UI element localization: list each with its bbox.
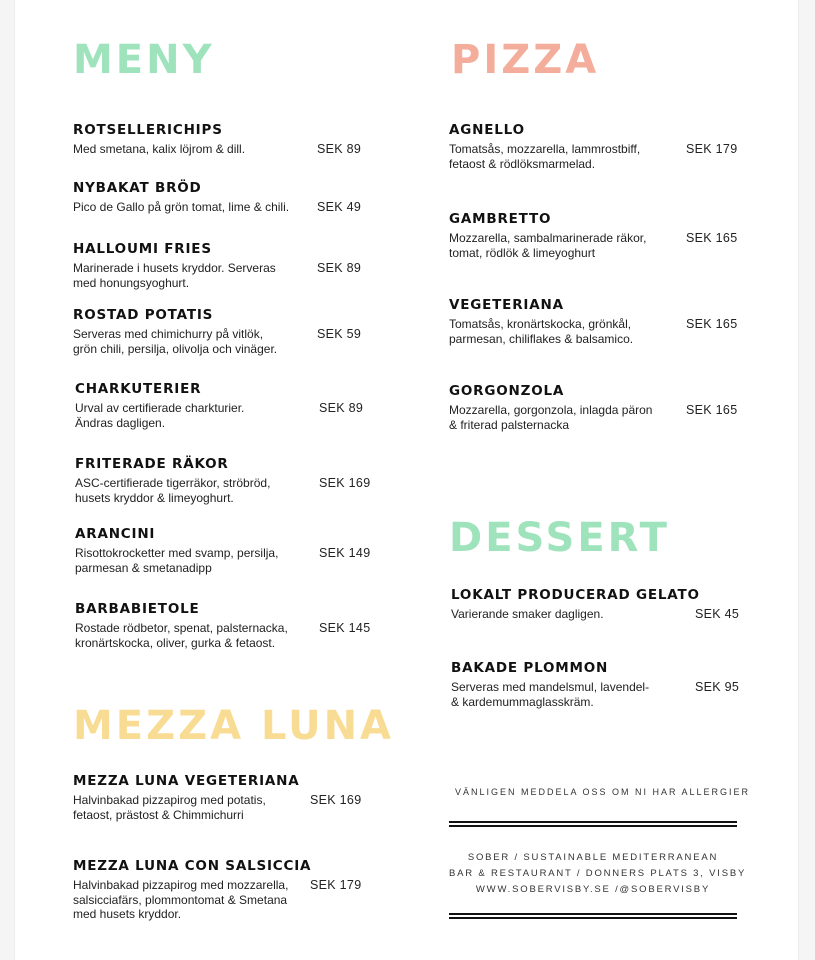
- mezza-menu-item: [73, 858, 373, 922]
- item-description-line: Halvinbakad pizzapirog med potatis,: [73, 793, 266, 807]
- item-price: SEK 89: [317, 261, 362, 275]
- item-price: SEK 149: [319, 546, 371, 560]
- item-name: BAKADE PLOMMON: [451, 660, 609, 676]
- item-name: ROTSELLERICHIPS: [73, 122, 223, 138]
- dessert-menu-item: [451, 660, 751, 709]
- item-name: GORGONZOLA: [449, 383, 565, 399]
- item-description-line: med honungsyoghurt.: [73, 275, 190, 290]
- item-price: SEK 179: [310, 878, 362, 892]
- footer-line-1: SOBER / SUSTAINABLE MEDITERRANEAN: [467, 852, 719, 863]
- footer-line-3: WWW.SOBERVISBY.SE /@SOBERVISBY: [475, 884, 711, 895]
- pizza-menu-item: [449, 383, 749, 432]
- item-description-line: fetaost & rödlöksmarmelad.: [449, 156, 596, 171]
- item-description-line: Risottokrocketter med svamp, persilja,: [75, 546, 279, 560]
- pizza-menu-item: [449, 211, 749, 260]
- item-description-line: Varierande smaker dagligen.: [451, 607, 604, 621]
- item-price: SEK 169: [319, 476, 371, 490]
- item-price: SEK 59: [317, 327, 362, 341]
- divider-top: [449, 821, 737, 827]
- item-description-line: & friterad palsternacka: [449, 417, 570, 432]
- dessert-menu-item: [451, 587, 751, 622]
- item-description-line: kronärtskocka, oliver, gurka & fetaost.: [75, 635, 276, 650]
- item-name: MEZZA LUNA VEGETERIANA: [73, 773, 300, 789]
- item-description-line: husets kryddor & limeyoghurt.: [75, 490, 234, 505]
- item-price: SEK 45: [695, 607, 740, 621]
- mezza-heading: MEZZA LUNA: [73, 703, 394, 749]
- item-description-line: Urval av certifierade charkturier.: [75, 401, 245, 415]
- footer-line-2: BAR & RESTAURANT / DONNERS PLATS 3, VISBY: [449, 868, 747, 879]
- item-price: SEK 95: [695, 680, 740, 694]
- item-description-line: parmesan, chiliflakes & balsamico.: [449, 331, 634, 346]
- item-name: HALLOUMI FRIES: [73, 241, 212, 257]
- pizza-menu-item: [449, 122, 749, 171]
- meny-menu-item: [75, 526, 375, 575]
- item-price: SEK 145: [319, 621, 371, 635]
- item-description-line: Mozzarella, gorgonzola, inlagda päron: [449, 403, 653, 417]
- item-description-line: Med smetana, kalix löjrom & dill.: [73, 142, 246, 156]
- item-name: MEZZA LUNA CON SALSICCIA: [73, 858, 312, 874]
- item-description-line: Pico de Gallo på grön tomat, lime & chili.: [73, 200, 290, 214]
- meny-menu-item: [73, 180, 373, 215]
- dessert-heading: DESSERT: [449, 515, 670, 561]
- item-price: SEK 165: [686, 231, 738, 245]
- item-name: FRITERADE RÄKOR: [75, 456, 229, 472]
- item-description-line: Tomatsås, mozzarella, lammrostbiff,: [449, 142, 641, 156]
- pizza-menu-item: [449, 297, 749, 346]
- item-name: AGNELLO: [449, 122, 525, 138]
- item-description-line: Tomatsås, kronärtskocka, grönkål,: [449, 317, 632, 331]
- item-description-line: Ändras dagligen.: [75, 415, 166, 430]
- footer: [449, 850, 747, 898]
- menu-page: [14, 0, 799, 960]
- item-price: SEK 49: [317, 200, 362, 214]
- item-name: LOKALT PRODUCERAD GELATO: [451, 587, 700, 603]
- item-description-line: Halvinbakad pizzapirog med mozzarella,: [73, 878, 289, 892]
- item-description-line: med husets kryddor.: [73, 907, 182, 921]
- item-name: CHARKUTERIER: [75, 381, 202, 397]
- item-description-line: & kardemummaglasskräm.: [451, 694, 594, 709]
- item-description-line: Rostade rödbetor, spenat, palsternacka,: [75, 621, 288, 635]
- item-description-line: salsicciafärs, plommontomat & Smetana: [73, 892, 288, 907]
- divider-bottom: [449, 913, 737, 919]
- meny-menu-item: [73, 307, 373, 356]
- item-name: ROSTAD POTATIS: [73, 307, 214, 323]
- allergy-note: VÄNLIGEN MEDDELA OSS OM NI HAR ALLERGIER: [455, 787, 751, 797]
- item-description-line: Serveras med chimichurry på vitlök,: [73, 327, 264, 341]
- item-price: SEK 165: [686, 403, 738, 417]
- item-price: SEK 165: [686, 317, 738, 331]
- item-description-line: Marinerade i husets kryddor. Serveras: [73, 261, 276, 275]
- item-description-line: tomat, rödlök & limeyoghurt: [449, 245, 596, 260]
- meny-menu-item: [73, 122, 373, 157]
- item-description-line: ASC-certifierade tigerräkor, ströbröd,: [75, 476, 271, 490]
- item-price: SEK 169: [310, 793, 362, 807]
- item-name: BARBABIETOLE: [75, 601, 200, 617]
- item-description-line: Mozzarella, sambalmarinerade räkor,: [449, 231, 647, 245]
- meny-menu-item: [75, 456, 375, 505]
- meny-menu-item: [75, 381, 375, 430]
- item-name: ARANCINI: [75, 526, 156, 542]
- item-name: GAMBRETTO: [449, 211, 552, 227]
- mezza-menu-item: [73, 773, 373, 822]
- meny-menu-item: [75, 601, 375, 650]
- meny-menu-item: [73, 241, 373, 290]
- item-description-line: grön chili, persilja, olivolja och vinäger.: [73, 341, 278, 356]
- item-name: VEGETERIANA: [449, 297, 564, 313]
- meny-heading: MENY: [73, 37, 215, 83]
- item-name: NYBAKAT BRÖD: [73, 180, 202, 196]
- item-price: SEK 89: [317, 142, 362, 156]
- item-price: SEK 179: [686, 142, 738, 156]
- item-description-line: parmesan & smetanadipp: [75, 560, 212, 575]
- item-description-line: Serveras med mandelsmul, lavendel-: [451, 680, 650, 694]
- pizza-heading: PIZZA: [451, 37, 600, 83]
- item-price: SEK 89: [319, 401, 364, 415]
- item-description-line: fetaost, prästost & Chimmichurri: [73, 807, 244, 822]
